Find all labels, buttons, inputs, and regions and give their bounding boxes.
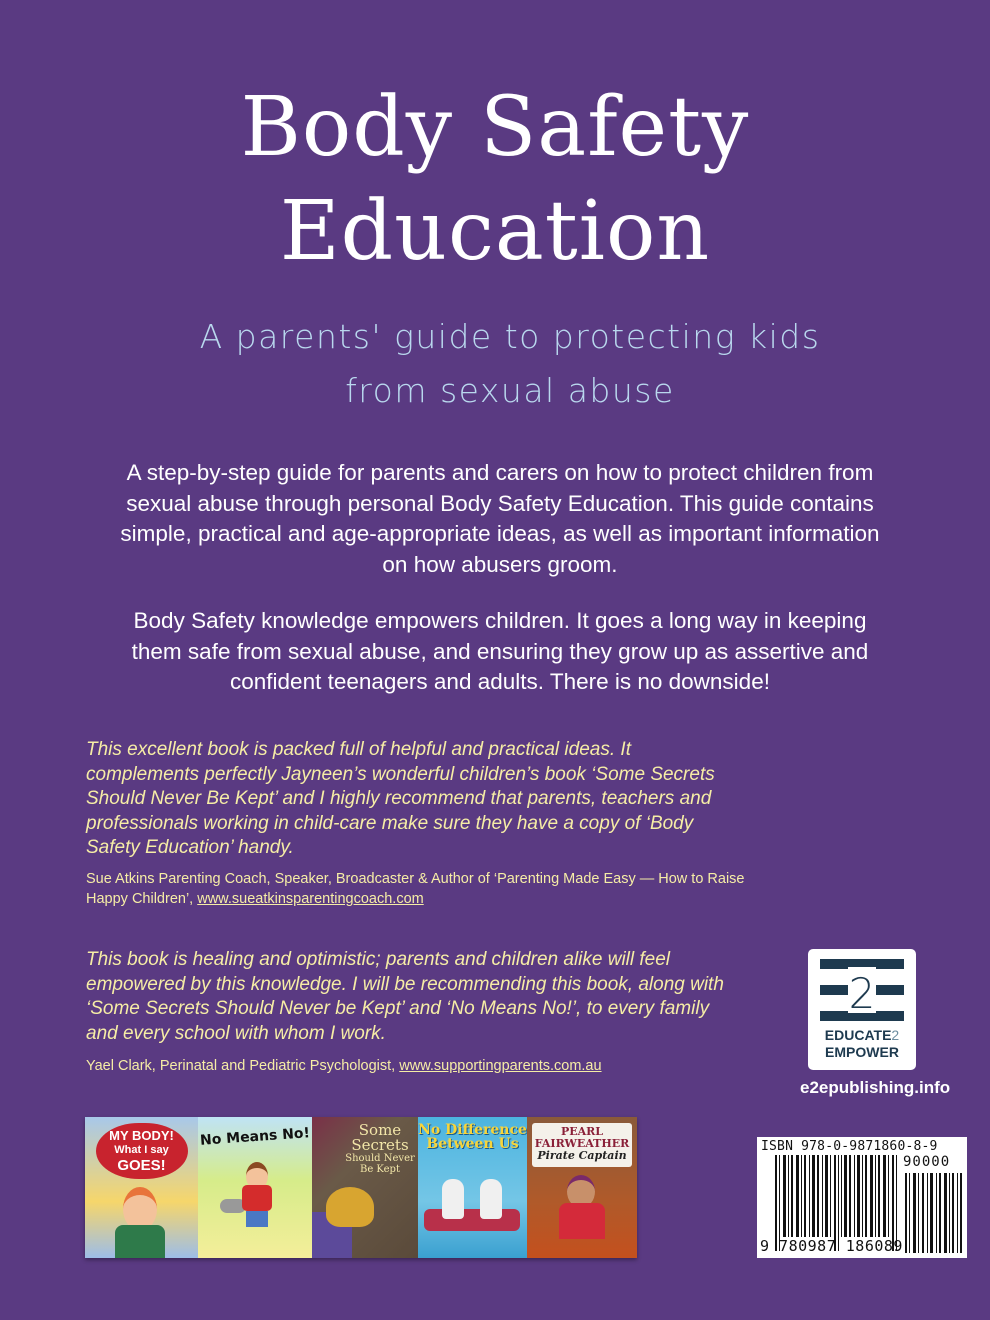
book-title-line-1: Body Safety: [240, 80, 750, 175]
addon-bars-icon: [905, 1173, 963, 1253]
book-cover-no-means-no: [198, 1117, 312, 1258]
book-title-line-2: Education: [279, 184, 711, 279]
speech-bubble: [96, 1123, 188, 1179]
related-books-strip: [85, 1117, 637, 1258]
bench-illustration-icon: [424, 1209, 520, 1231]
book-title-part: No Difference: [418, 1122, 527, 1138]
testimonial-link-1[interactable]: www.sueatkinsparentingcoach.com: [197, 891, 424, 907]
testimonial-attribution-1: [86, 869, 766, 909]
isbn-addon-code: 90000: [903, 1154, 951, 1170]
book-title: GOES!: [117, 1157, 166, 1174]
girl-jacket-icon: [242, 1185, 272, 1211]
book-title: MY BODY!: [109, 1128, 174, 1143]
testimonial-quote-2: This book is healing and optimistic; parents and children alike will feel empowered by this knowledge. I will be recommending this book, along with ‘Some Secrets Should Never be Kept’ and ‘No Means No!’, to every family and every school with whom I work.: [86, 949, 724, 1044]
girl-jeans-icon: [246, 1211, 268, 1227]
ean-number: 9 780987 186089: [760, 1237, 903, 1255]
description-text: A step-by-step guide for parents and carers on how to protect children from sexual abuse through personal Body Safety Education. This guide contains simple, practical and age-appropriate ideas, as well as important information on how abusers groom.: [120, 460, 880, 577]
subtitle-line-2: from sexual abuse: [345, 371, 675, 410]
publisher-logo: [808, 949, 916, 1070]
book-cover-my-body: [85, 1117, 198, 1258]
subtitle-line-1: A parents' guide to protecting kids: [199, 317, 821, 356]
knight-helmet-icon: [326, 1187, 374, 1227]
testimonial-attribution-2: [86, 1056, 766, 1076]
book-cover-some-secrets: [312, 1117, 418, 1258]
child-body-illustration-icon: [115, 1225, 165, 1258]
testimonial-quote-1: This excellent book is packed full of helpful and practical ideas. It complements perfectly Jayneen’s wonderful children’s book ‘Some Secrets Should Never Be Kept’ and I highly recommend that parents, teachers and professionals working in child-care make sure they have a copy of ‘Body Safety Education’ handy.: [86, 739, 715, 858]
child-illustration-icon: [442, 1179, 464, 1219]
flag-banner: [532, 1123, 632, 1167]
book-title-part: Pirate Captain: [537, 1149, 627, 1162]
book-cover-pearl-fairweather: [527, 1117, 637, 1258]
attribution-text: Sue Atkins Parenting Coach, Speaker, Broadcaster & Author of ‘Parenting Made Easy — How to Raise Happy Children’,: [86, 871, 745, 907]
book-title: [418, 1123, 527, 1151]
description-paragraph-2: [120, 606, 880, 698]
testimonial-link-2[interactable]: www.supportingparents.com.au: [399, 1058, 602, 1074]
book-title-part: FAIRWEATHER: [534, 1137, 630, 1150]
isbn-label: ISBN 978-0-9871860-8-9: [761, 1139, 938, 1154]
description-paragraph-1: [120, 458, 880, 580]
description-text: Body Safety knowledge empowers children. It goes a long way in keeping them safe from sexual abuse, and ensuring they grow up as assertive and confident teenagers and adults. There is no downside!: [131, 608, 869, 694]
book-title-part: Be Kept: [359, 1164, 400, 1175]
svg-text:2: 2: [848, 969, 876, 1018]
e2e-logo-icon: [820, 959, 904, 1021]
pirate-coat-icon: [559, 1203, 605, 1239]
book-title: No Means No!: [199, 1125, 311, 1149]
book-title-part: PEARL: [560, 1125, 604, 1138]
publisher-website[interactable]: e2epublishing.info: [800, 1078, 951, 1097]
book-cover-no-difference: [418, 1117, 527, 1258]
isbn-barcode: [757, 1137, 967, 1258]
logo-digit: 2: [891, 1027, 900, 1043]
logo-text-educate: [808, 1027, 916, 1043]
book-title-part: Secrets: [351, 1136, 409, 1154]
attribution-text: Yael Clark, Perinatal and Pediatric Psychologist,: [86, 1058, 400, 1074]
logo-word: EDUCATE: [824, 1027, 892, 1043]
book-title-part: Some: [358, 1121, 402, 1139]
book-title: [345, 1123, 415, 1175]
logo-text-empower: EMPOWER: [825, 1044, 899, 1060]
book-title: What I say: [114, 1144, 169, 1156]
child-illustration-icon: [480, 1179, 502, 1219]
book-title-part: Should Never: [345, 1153, 415, 1164]
book-title-part: Between Us: [426, 1136, 519, 1152]
